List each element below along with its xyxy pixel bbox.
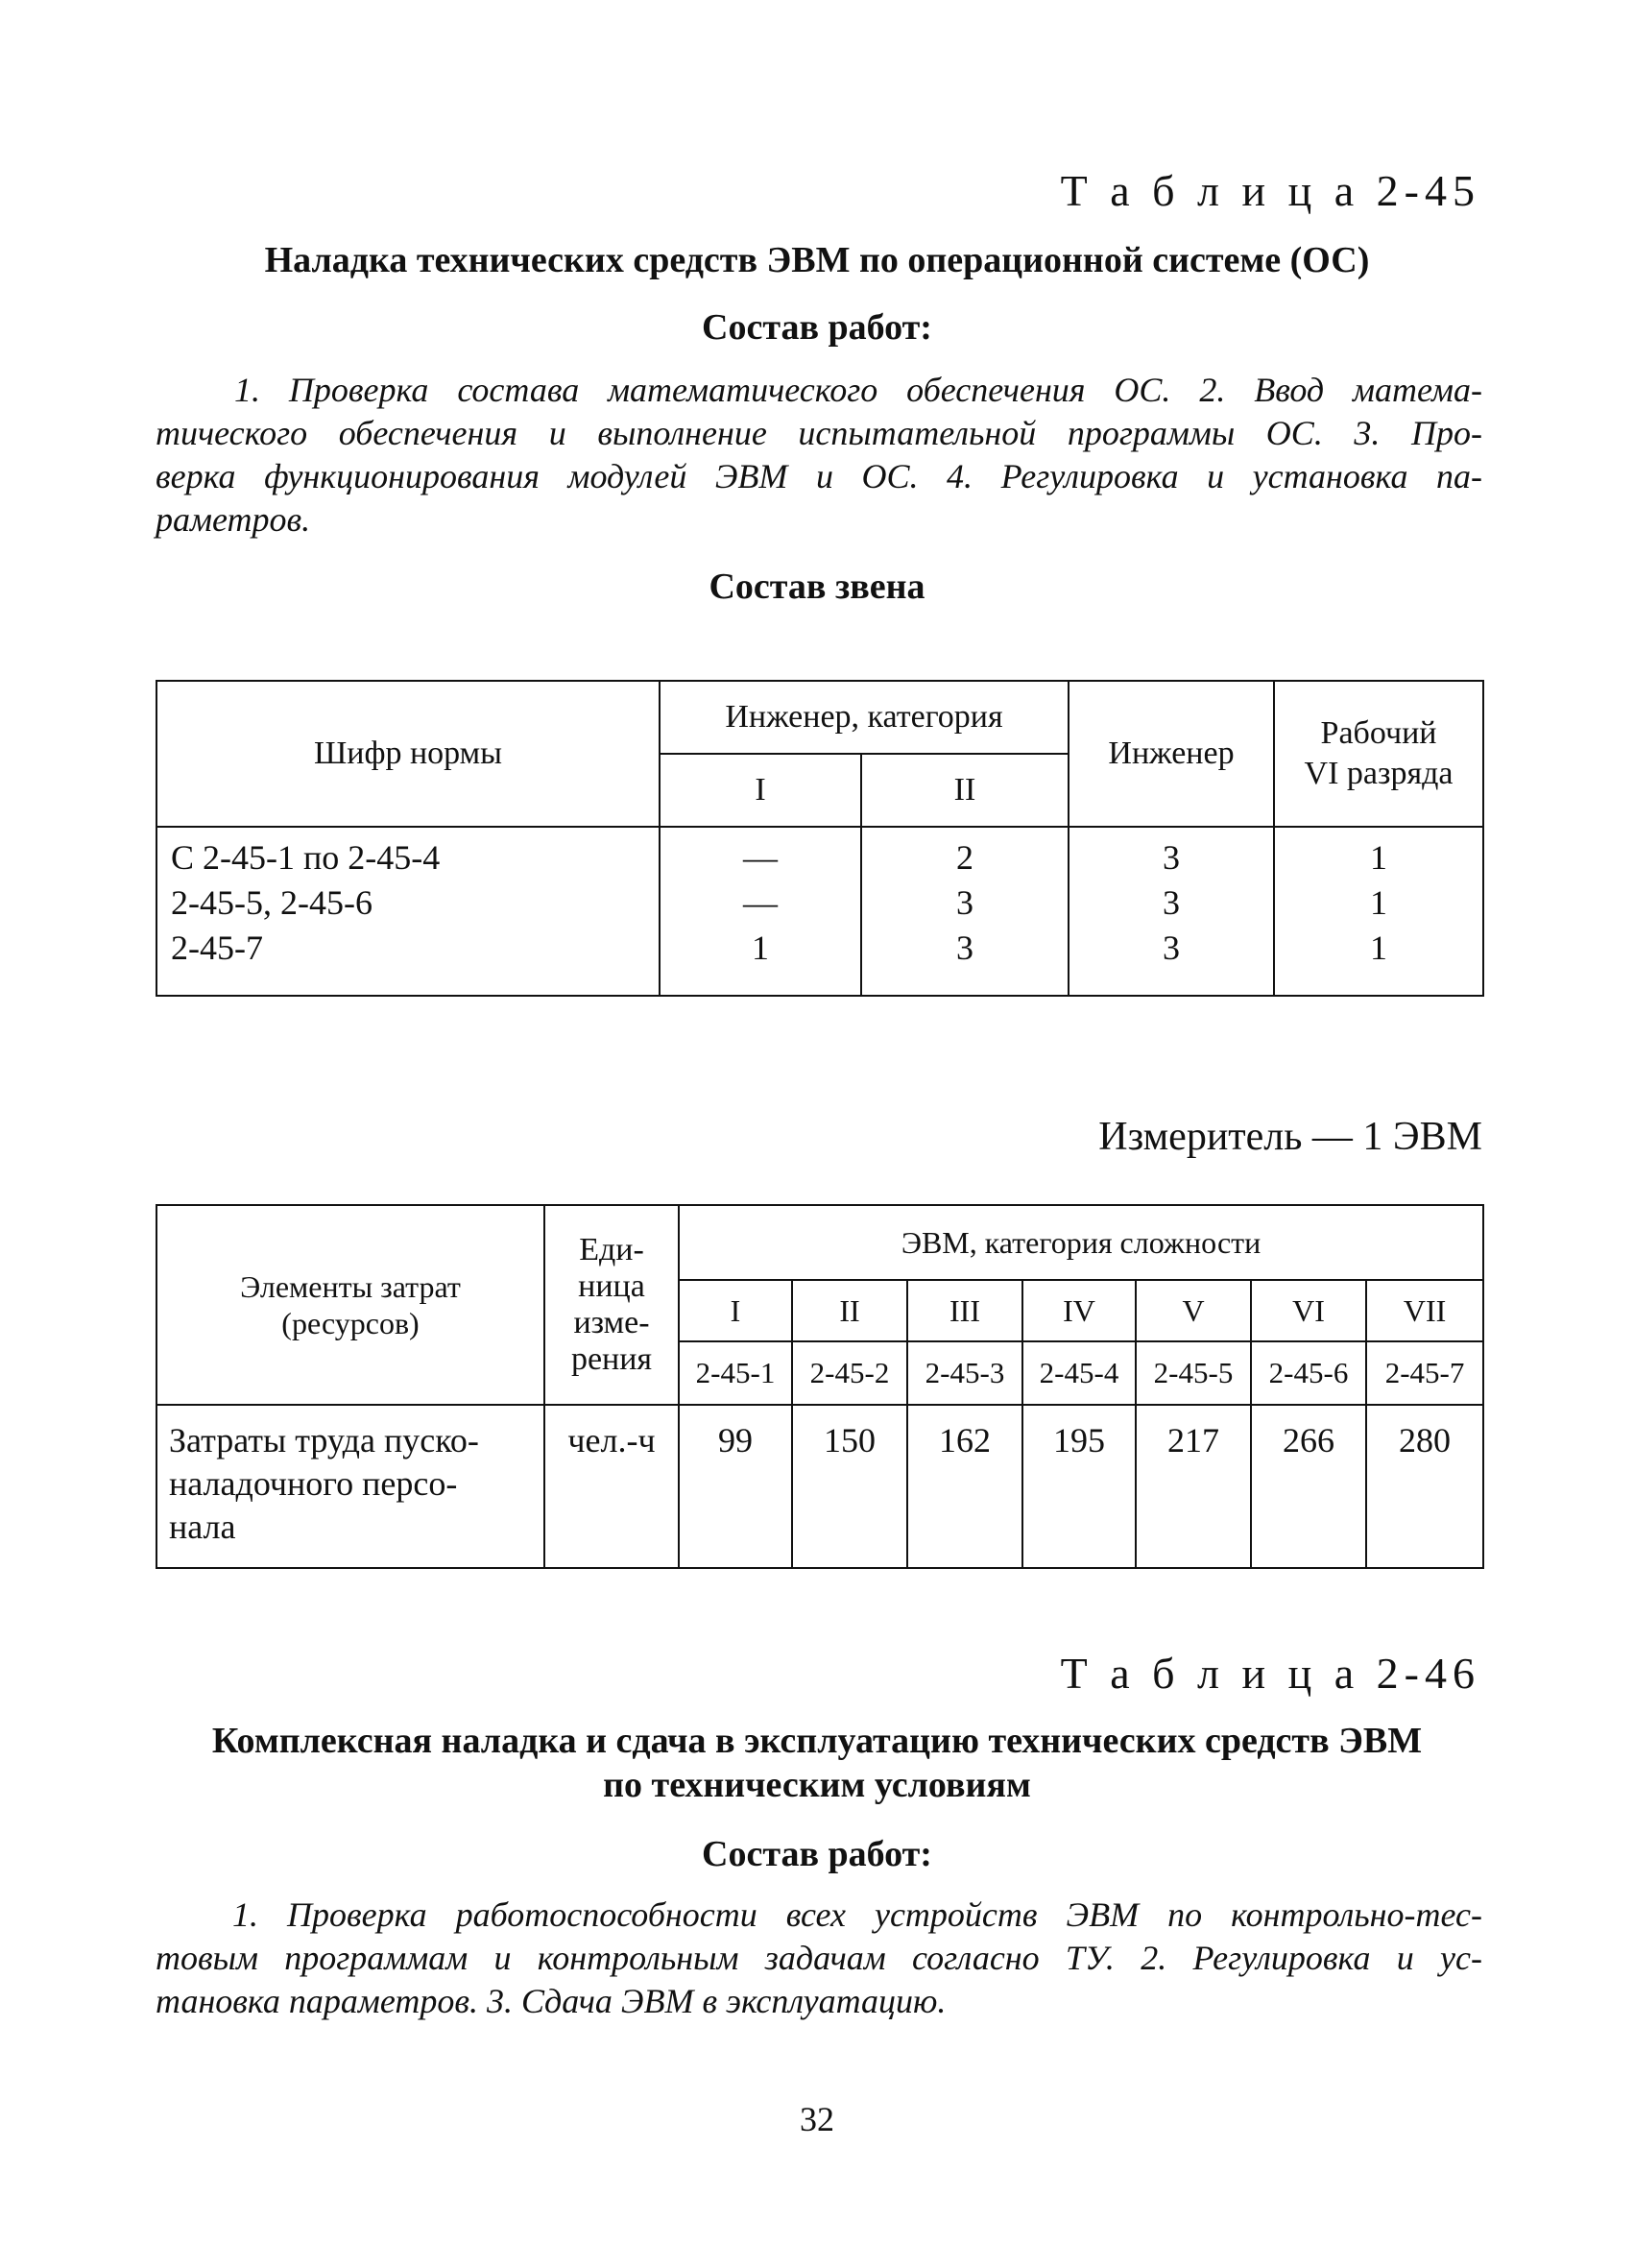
table-2-46-title-line2: по техническим условиям (603, 1765, 1031, 1805)
cost-element-line: наладочного персо- (169, 1464, 458, 1503)
table-label-2-45: Т а б л и ц а 2-45 (1060, 166, 1480, 215)
code-2-45-2: 2-45-2 (792, 1341, 907, 1405)
category-iv: IV (1022, 1280, 1136, 1341)
crew-row-cat1: 1 (752, 929, 769, 967)
crew-row-worker: 1 (1370, 883, 1388, 922)
crew-row-worker: 1 (1370, 838, 1388, 877)
crew-table (156, 680, 1484, 997)
work-line-2: тического обеспечения и выполнение испытательной программы ОС. 3. Про- (156, 414, 1482, 452)
work-line-1: 1. Проверка состава математического обеспечения ОС. 2. Ввод матема- (234, 371, 1482, 409)
header-unit-line: ница (578, 1268, 645, 1304)
crew-row-worker: 1 (1370, 929, 1388, 967)
header-worker (1274, 681, 1483, 827)
code-2-45-5: 2-45-5 (1136, 1341, 1251, 1405)
value-2-45-2: 150 (792, 1405, 907, 1568)
crew-codes-column (156, 827, 660, 996)
work-line-4: раметров. (156, 500, 311, 539)
header-unit-line: изме- (573, 1305, 650, 1340)
crew-category-1-column (660, 827, 861, 996)
code-2-45-4: 2-45-4 (1022, 1341, 1136, 1405)
value-2-45-5: 217 (1136, 1405, 1251, 1568)
work-line-3: верка функционирования модулей ЭВМ и ОС. 4. Регулировка и установка па- (156, 457, 1482, 495)
work-composition-heading-2: Состав работ: (702, 1834, 932, 1874)
crew-row-code: 2-45-7 (171, 929, 263, 967)
cost-table (156, 1204, 1484, 1569)
crew-row-cat2: 2 (956, 838, 973, 877)
crew-row-code: С 2-45-1 по 2-45-4 (171, 838, 441, 877)
code-2-45-1: 2-45-1 (679, 1341, 792, 1405)
page-number: 32 (800, 2100, 834, 2138)
work-composition-text (156, 369, 1482, 542)
header-unit-line: Еди- (579, 1232, 644, 1267)
code-2-45-3: 2-45-3 (907, 1341, 1022, 1405)
work-line-3: тановка параметров. 3. Сдача ЭВМ в эксплуатацию. (156, 1982, 947, 2020)
value-2-45-4: 195 (1022, 1405, 1136, 1568)
cost-element-line: нала (169, 1508, 236, 1546)
header-category-2: II (861, 754, 1069, 827)
crew-row-cat2: 3 (956, 929, 973, 967)
work-line-1: 1. Проверка работоспособности всех устройств ЭВМ по контрольно-тес- (232, 1895, 1482, 1934)
header-engineer-category: Инженер, категория (660, 681, 1069, 754)
code-2-45-7: 2-45-7 (1366, 1341, 1483, 1405)
crew-row-cat1: — (743, 883, 778, 922)
cost-element-line: Затраты труда пуско- (169, 1421, 479, 1460)
crew-row-engineer: 3 (1163, 883, 1181, 922)
header-elements-line1: Элементы затрат (240, 1269, 461, 1304)
crew-engineer-column (1069, 827, 1274, 996)
category-vi: VI (1251, 1280, 1366, 1341)
header-engineer: Инженер (1069, 681, 1274, 827)
header-worker-line1: Рабочий (1320, 715, 1437, 751)
cost-unit: чел.-ч (544, 1405, 679, 1568)
header-category-1: I (660, 754, 861, 827)
category-iii: III (907, 1280, 1022, 1341)
header-worker-line2: VI разряда (1304, 756, 1454, 791)
crew-composition-heading: Состав звена (709, 567, 925, 607)
category-ii: II (792, 1280, 907, 1341)
header-code: Шифр нормы (156, 681, 660, 827)
header-elements-line2: (ресурсов) (281, 1306, 420, 1340)
crew-category-2-column (861, 827, 1069, 996)
crew-row-engineer: 3 (1163, 838, 1181, 877)
crew-row-cat2: 3 (956, 883, 973, 922)
table-2-46-title-line1: Комплексная наладка и сдача в эксплуатацию технических средств ЭВМ (211, 1721, 1423, 1761)
work-composition-heading: Состав работ: (702, 307, 932, 348)
cost-element (156, 1405, 544, 1568)
table-label-2-46: Т а б л и ц а 2-46 (1060, 1649, 1480, 1698)
header-unit-line: рения (570, 1341, 653, 1377)
value-2-45-3: 162 (907, 1405, 1022, 1568)
header-elements (156, 1205, 544, 1405)
table-2-45-title: Наладка технических средств ЭВМ по операционной системе (ОС) (264, 240, 1370, 280)
value-2-45-1: 99 (679, 1405, 792, 1568)
measure-unit: Измеритель — 1 ЭВМ (1098, 1115, 1482, 1159)
category-i: I (679, 1280, 792, 1341)
header-unit (544, 1205, 679, 1405)
category-vii: VII (1366, 1280, 1483, 1341)
crew-worker-column (1274, 827, 1483, 996)
work-line-2: товым программам и контрольным задачам согласно ТУ. 2. Регулировка и ус- (156, 1939, 1482, 1977)
crew-row-code: 2-45-5, 2-45-6 (171, 883, 372, 922)
work-composition-text-2 (156, 1894, 1482, 2023)
code-2-45-6: 2-45-6 (1251, 1341, 1366, 1405)
crew-row-cat1: — (743, 838, 778, 877)
value-2-45-7: 280 (1366, 1405, 1483, 1568)
crew-row-engineer: 3 (1163, 929, 1181, 967)
header-complexity: ЭВМ, категория сложности (679, 1205, 1483, 1280)
category-v: V (1136, 1280, 1251, 1341)
value-2-45-6: 266 (1251, 1405, 1366, 1568)
